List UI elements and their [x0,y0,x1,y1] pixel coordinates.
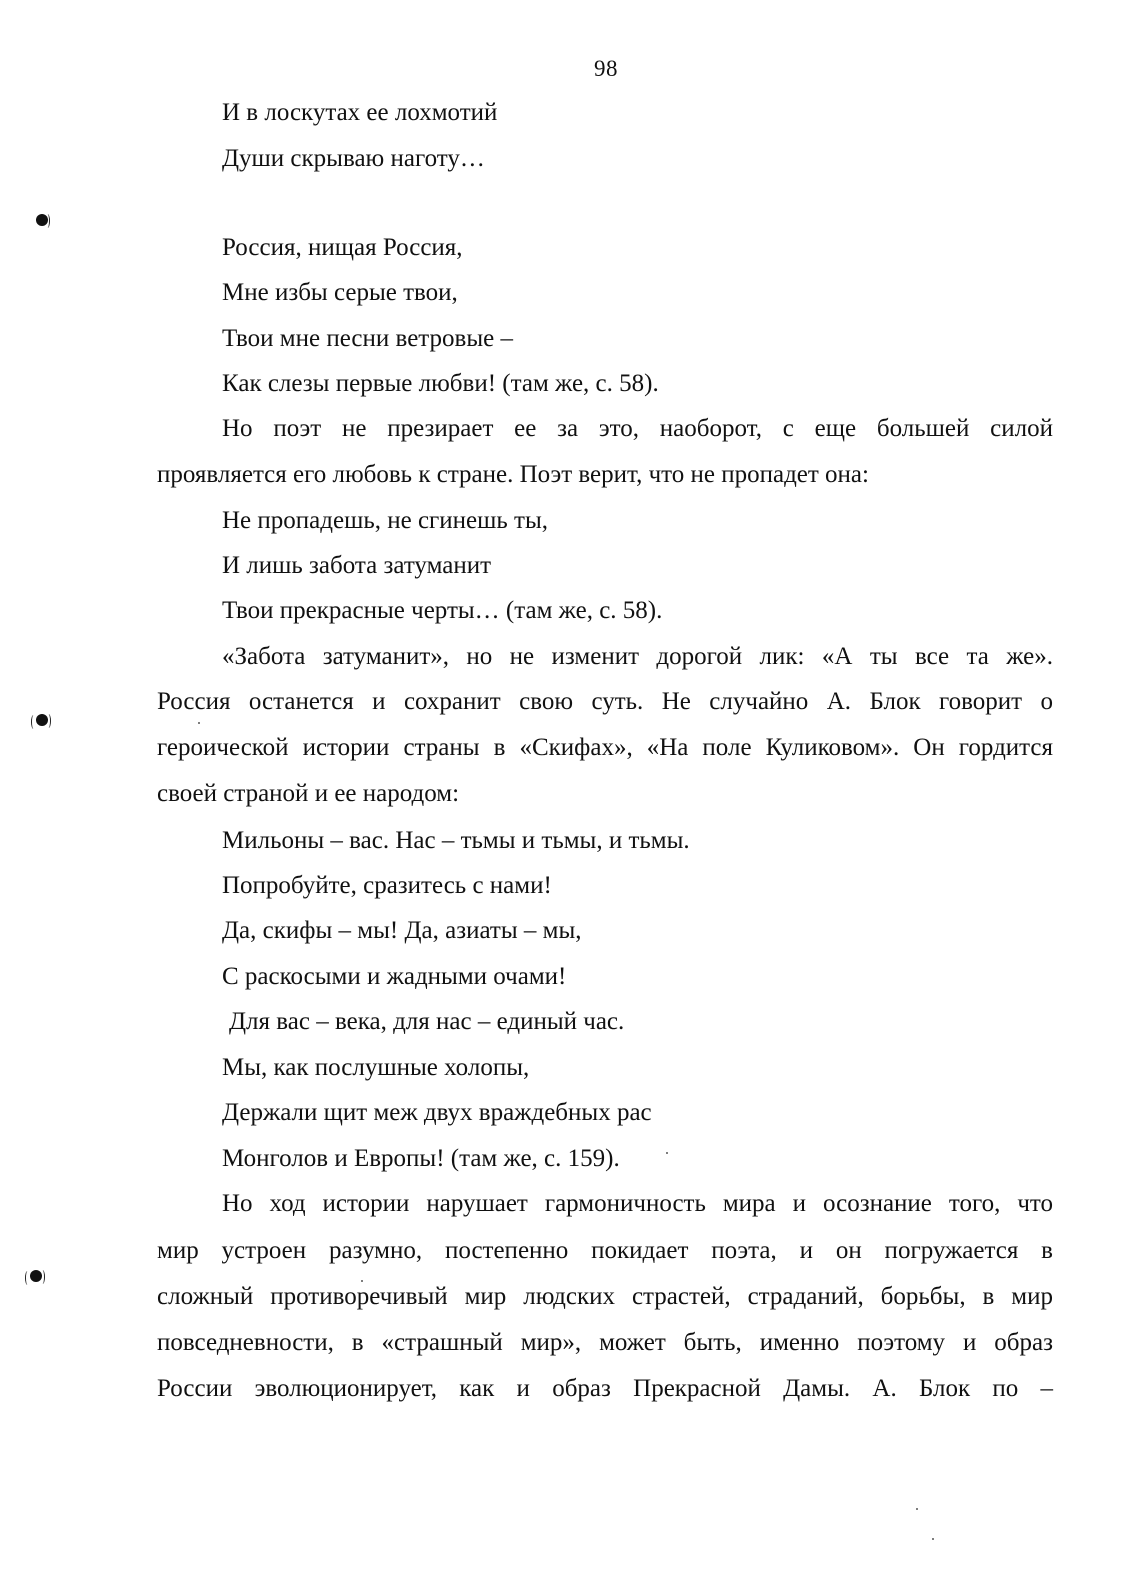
paragraph-line: «Забота затуманит», но не изменит дорогой лик: «А ты все та же». [222,643,1053,670]
binder-hole-mark [30,1270,42,1282]
paragraph-line: своей страной и ее народом: [157,780,460,807]
page-number: 98 [594,56,618,81]
verse-line: Мне избы серые твои, [222,279,458,306]
verse-line: Твои прекрасные черты… (там же, с. 58). [222,597,663,624]
paragraph-line: Но поэт не презирает ее за это, наоборот, с еще большей силой [222,415,1053,442]
verse-line: Души скрываю наготу… [222,145,485,172]
verse-line: И в лоскутах ее лохмотий [222,99,498,126]
verse-line: Да, скифы – мы! Да, азиаты – мы, [222,917,582,944]
paragraph-line: проявляется его любовь к стране. Поэт верит, что не пропадет она: [157,461,869,488]
verse-line: Мильоны – вас. Нас – тьмы и тьмы, и тьмы. [222,827,690,854]
paragraph-line: Но ход истории нарушает гармоничность мира и осознание того, что [222,1190,1053,1217]
verse-line: И лишь забота затуманит [222,552,492,579]
verse-line: Как слезы первые любви! (там же, с. 58). [222,370,659,397]
binder-hole-mark [36,214,48,226]
paragraph-line: России эволюционирует, как и образ Прекрасной Дамы. А. Блок по – [157,1375,1053,1402]
verse-line: Попробуйте, сразитесь с нами! [222,872,552,899]
verse-line: Для вас – века, для нас – единый час. [229,1008,625,1035]
scan-speck [932,1538,934,1540]
verse-line: Не пропадешь, не сгинешь ты, [222,507,549,534]
verse-line: Россия, нищая Россия, [222,234,463,261]
paragraph-line: героической истории страны в «Скифах», «На поле Куликовом». Он гордится [157,734,1053,761]
verse-line: Держали щит меж двух враждебных рас [222,1099,652,1126]
paragraph-line: Россия останется и сохранит свою суть. Не случайно А. Блок говорит о [157,688,1053,715]
verse-line: Монголов и Европы! (там же, с. 159). [222,1145,620,1172]
verse-line: С раскосыми и жадными очами! [222,963,567,990]
verse-line: Твои мне песни ветровые – [222,325,513,352]
scan-speck [666,1152,668,1154]
paragraph-line: повседневности, в «страшный мир», может быть, именно поэтому и образ [157,1329,1053,1356]
scan-speck [198,722,200,724]
paragraph-line: мир устроен разумно, постепенно покидает поэта, и он погружается в [157,1237,1053,1264]
paragraph-line: сложный противоречивый мир людских страстей, страданий, борьбы, в мир [157,1283,1053,1310]
verse-line: Мы, как послушные холопы, [222,1054,530,1081]
binder-hole-mark [36,714,48,726]
scan-speck [916,1508,918,1510]
